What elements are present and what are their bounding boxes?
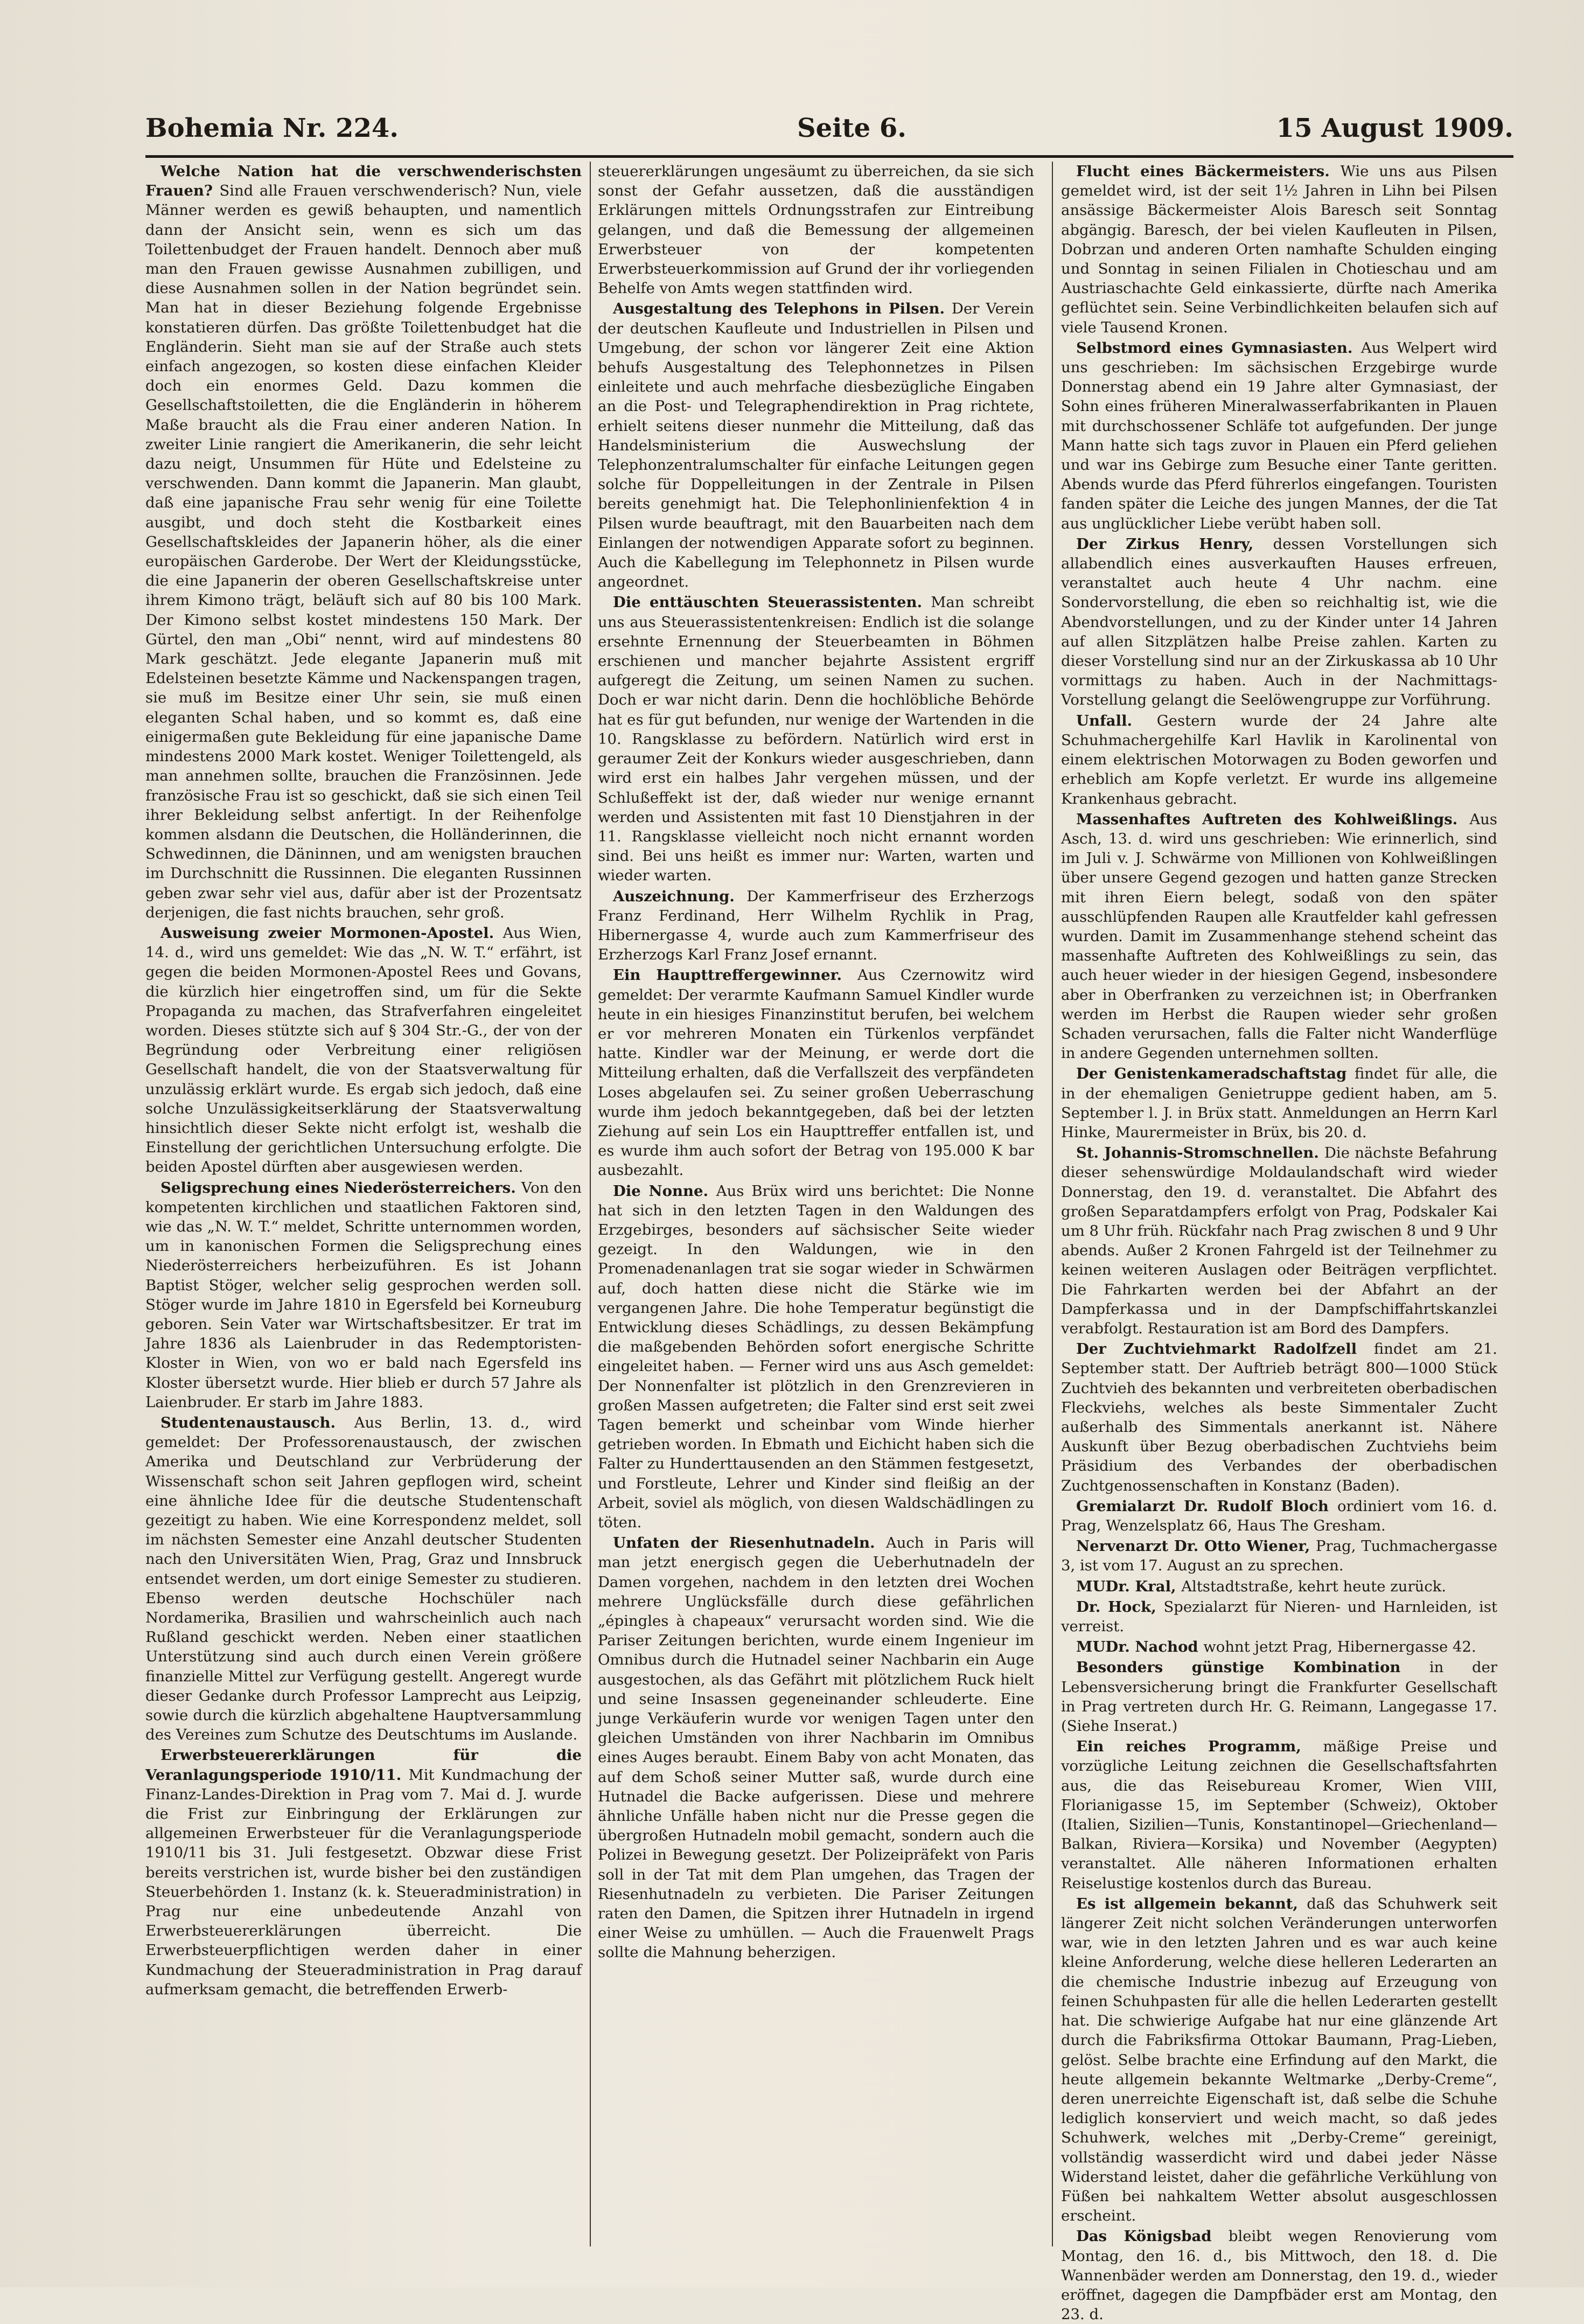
article-body: mäßige Preise und vorzügliche Leitung zeichnen die Gesellschaftsfahrten aus, die das Reisebureau Kromer, Wien VIII, Florianigasse 15, im September (Schweiz), Oktober (Italien, Sizilien—Tunis, Konstantinopel—Griechenland—Balkan, Riviera—Korsika) und November (Aegypten) veranstaltet. Alle näheren Informationen erhalten Reiselustige kostenlos durch das Bureau.: [1061, 1738, 1497, 1892]
column-1: [145, 162, 582, 2252]
article-headline: Massenhaftes Auftreten des Kohlweißlings.: [1076, 810, 1470, 828]
article-paragraph: [598, 1533, 1034, 1962]
article-headline: Das Königsbad: [1076, 2228, 1229, 2245]
article-paragraph: [598, 299, 1034, 592]
article-headline: St. Johannis-Stromschnellen.: [1076, 1144, 1324, 1162]
article-paragraph: [598, 965, 1034, 1180]
article-body: Aus Berlin, 13. d., wird gemeldet: Der Professorenaustausch, der zwischen Amerika und Deutschland zur Verbrüderung der Wissenschaft schon seit Jahren gepflogen wird, scheint eine ähnliche Idee für die deutsche Studentenschaft gezeitigt zu haben. Wie eine Korrespondenz meldet, soll im nächsten Semester eine Anzahl deutscher Studenten nach den Universitäten Wien, Prag, Graz und Innsbruck entsendet werden, um dort einige Semester zu studieren. Ebenso werden deutsche Hochschüler nach Nordamerika, Brasilien und wahrscheinlich auch nach Rußland geschickt werden. Neben einer staatlichen Unterstützung sind auch durch einen Verein größere finanzielle Mittel zur Verfügung gestellt. Angeregt wurde dieser Gedanke durch Professor Lamprecht aus Leipzig, sowie durch die kürzlich abgehaltene Hauptversammlung des Vereines zum Schutze des Deutschtums im Auslande.: [145, 1414, 582, 1744]
article-headline: Ein Haupttreffergewinner.: [613, 966, 858, 984]
article-body: Von den kompetenten kirchlichen und staatlichen Faktoren sind, wie das „N. W. T.“ meldet, Schritte unternommen worden, um in kanonischen Formen die Seligsprechung eines Niederösterreichers herbeizuführen. Es ist Johann Baptist Stöger, welcher selig gesprochen werden soll. Stöger wurde im Jahre 1810 in Egersfeld bei Korneuburg geboren. Sein Vater war Wirtschaftsbesitzer. Er trat im Jahre 1836 als Laienbruder in das Redemptoristen-Kloster in Wien, von wo er bald nach Egersfeld ins Kloster übersetzt wurde. Hier blieb er durch 57 Jahre als Laienbruder. Er starb im Jahre 1883.: [145, 1179, 582, 1411]
article-headline: Der Zuchtviehmarkt Radolfzell: [1076, 1340, 1374, 1358]
article-headline: Ausgestaltung des Telephons in Pilsen.: [613, 300, 952, 318]
article-paragraph: [1061, 534, 1497, 710]
article-paragraph: [1061, 1658, 1497, 1736]
article-body: dessen Vorstellungen sich allabendlich eines ausverkauften Hauses erfreuen, veranstaltet auch heute 4 Uhr nachm. eine Sondervorstellung, die eben so reichhaltig ist, wie die Abendvorstellungen, und zu der Kinder unter 14 Jahren auf allen Sitzplätzen halbe Preise zahlen. Karten zu dieser Vorstellung sind nur an der Zirkuskassa ab 10 Uhr vormittags zu haben. Auch in der Nachmittags-Vorstellung gelangt die Seelöwengruppe zur Vorführung.: [1061, 535, 1498, 709]
article-body: Prag, Tuchmachergasse 3, ist vom 17. August an zu sprechen.: [1061, 1537, 1497, 1575]
article-body: daß das Schuhwerk seit längerer Zeit nicht solchen Veränderungen unterworfen war, wie in den letzten Jahren und es war auch keine kleine Anforderung, welche diese helleren Lederarten an die chemische Industrie inbezug auf Erzeugung von feinen Schuhpasten für alle die hellen Lederarten gestellt hat. Die schwierige Aufgabe hat nur eine glänzende Art durch die Fabriksfirma Ottokar Baumann, Prag-Lieben, gelöst. Selbe brachte eine Erfindung auf den Markt, die heute allgemein bekannte Weltmarke „Derby-Creme“, deren unerreichte Eigenschaft ist, daß selbe die Schuhe lediglich konserviert und weich macht, so daß jedes Schuhwerk, welches mit „Derby-Creme“ gereinigt, vollständig wasserdicht wird und dabei jeder Nässe Widerstand leistet, daher die gefährliche Verkühlung von Füßen bei nahkaltem Wetter absolut ausgeschlossen erscheint.: [1061, 1895, 1497, 2225]
article-paragraph: [598, 593, 1034, 885]
article-paragraph: [598, 162, 1034, 298]
article-paragraph: [1061, 1143, 1497, 1338]
article-body: in der Lebensversicherung bringt die Frankfurter Gesellschaft in Prag vertreten durch Hr. G. Reimann, Langegasse 17. (Siehe Inserat.): [1061, 1659, 1497, 1735]
article-headline: MUDr. Kral,: [1076, 1577, 1182, 1595]
article-headline: Studentenaustausch.: [161, 1414, 354, 1431]
article-paragraph: [1061, 1577, 1497, 1596]
article-headline: MUDr. Nachod: [1076, 1638, 1204, 1656]
article-headline: Auszeichnung.: [613, 887, 747, 905]
article-body: wohnt jetzt Prag, Hibernergasse 42.: [1203, 1638, 1476, 1656]
article-body: Gestern wurde der 24 Jahre alte Schuhmachergehilfe Karl Havlik in Karolinental von einem elektrischen Motorwagen zu Boden geworfen und erheblich am Kopfe verletzt. Er wurde ins allgemeine Krankenhaus gebracht.: [1061, 712, 1497, 808]
header-page-number: Seite 6.: [797, 113, 906, 143]
article-headline: Der Genistenkameradschaftstag: [1076, 1065, 1355, 1083]
article-paragraph: [1061, 1497, 1497, 1535]
article-headline: Ausweisung zweier Mormonen-Apostel.: [161, 924, 503, 942]
article-paragraph: [145, 1413, 582, 1744]
article-headline: Unfall.: [1076, 712, 1157, 729]
article-body: Mit Kundmachung der Finanz-Landes-Direktion in Prag vom 7. Mai d. J. wurde die Frist zur Einbringung der Erklärungen zur allgemeinen Erwerbsteuer für die Veranlagungsperiode 1910/11 bis 31. Juli festgesetzt. Obzwar diese Frist bereits verstrichen ist, wurde bisher bei den zuständigen Steuerbehörden 1. Instanz (k. k. Steueradministration) in Prag nur eine unbedeutende Anzahl von Erwerbsteuererklärungen überreicht. Die Erwerbsteuerpflichtigen werden daher in einer Kundmachung der Steueradministration in Prag darauf aufmerksam gemacht, die betreffenden Erwerb-: [145, 1766, 582, 1998]
article-body: Man schreibt uns aus Steuerassistentenkreisen: Endlich ist die solange ersehnte Ernennung der Steuerbeamten in Böhmen erschienen und mancher bejahrte Assistent ergriff aufgeregt die Zeitung, um seinen Namen zu suchen. Doch er war nicht darin. Denn die hochlöbliche Behörde hat es für gut befunden, nur wenige der Wartenden in die 10. Rangsklasse zu befördern. Natürlich wird erst in geraumer Zeit der Konkurs wieder ausgeschrieben, dann wird erst ein halbes Jahr vergehen müssen, und der Schlußeffekt ist der, daß wieder nur wenige ernannt werden und Assistenten mit fast 10 Dienstjahren in der 11. Rangsklasse vielleicht noch nicht ernannt worden sind. Bei uns heißt es immer nur: Warten, warten und wieder warten.: [598, 594, 1035, 885]
article-paragraph: [1061, 1737, 1497, 1893]
article-body: Aus Wien, 14. d., wird uns gemeldet: Wie das „N. W. T.“ erfährt, ist gegen die beiden Mormonen-Apostel Rees und Govans, die kürzlich hier eingetroffen sind, um für die Sekte Propaganda zu machen, das Strafverfahren eingeleitet worden. Dieses stützte sich auf § 304 Str.-G., der von der Begründung oder Verbreitung einer religiösen Gesellschaft handelt, die von der Staatsverwaltung für unzulässig erklärt wurde. Es ergab sich jedoch, daß eine solche Unzulässigkeitserklärung der Staatsverwaltung hinsichtlich dieser Sekte nicht erfolgt ist, weshalb die Einstellung der gerichtlichen Untersuchung erfolgte. Die beiden Apostel dürften aber ausgewiesen werden.: [145, 924, 582, 1176]
column-divider: [1052, 162, 1053, 2246]
article-headline: Welche Nation hat die verschwenderischsten Frauen?: [145, 163, 582, 200]
article-body: Spezialarzt für Nieren- und Harnleiden, ist verreist.: [1061, 1598, 1498, 1636]
header-date: 15 August 1909.: [1276, 113, 1513, 143]
article-headline: Nervenarzt Dr. Otto Wiener,: [1076, 1537, 1316, 1555]
article-headline: Dr. Hock,: [1076, 1598, 1164, 1616]
article-body: ordiniert vom 16. d. Prag, Wenzelsplatz 66, Haus The Gresham.: [1061, 1497, 1497, 1535]
article-body: Altstadtstraße, kehrt heute zurück.: [1181, 1577, 1447, 1595]
article-paragraph: [1061, 338, 1497, 533]
article-paragraph: [1061, 1597, 1497, 1636]
column-divider: [590, 162, 591, 2246]
article-paragraph: [1061, 1894, 1497, 2225]
article-paragraph: [145, 1745, 582, 1999]
article-headline: Der Zirkus Henry,: [1076, 535, 1273, 553]
article-body: steuererklärungen ungesäumt zu überreichen, da sie sich sonst der Gefahr aussetzen, daß die ausständigen Erklärungen mittels Ordnungsstrafen zur Eintreibung gelangen, und daß die Bemessung der allgemeinen Erwerbsteuer von der kompetenten Erwerbsteuerkommission auf Grund der ihr vorliegenden Behelfe von Amts wegen stattfinden wird.: [598, 163, 1034, 297]
article-body: Der Kammerfriseur des Erzherzogs Franz Ferdinand, Herr Wilhelm Rychlik in Prag, Hibernergasse 4, wurde auch zum Kammerfriseur des Erzherzogs Karl Franz Josef ernannt.: [598, 887, 1034, 964]
column-2: [598, 162, 1034, 2252]
article-headline: Erwerbsteuererklärungen für die Veranlagungsperiode 1910/11.: [145, 1747, 582, 1784]
article-body: findet am 21. September statt. Der Auftrieb beträgt 800—1000 Stück Zuchtvieh des bekannten und verbreiteten oberbadischen Fleckviehs, welches als beste Simmentaler Zucht außerhalb des Simmentals anerkannt ist. Nähere Auskunft über Bezug oberbadischen Zuchtviehs beim Präsidium des Verbandes der oberbadischen Zuchtgenossenschaften in Konstanz (Baden).: [1061, 1340, 1497, 1494]
article-headline: Die Nonne.: [613, 1182, 716, 1200]
article-body: Sind alle Frauen verschwenderisch? Nun, viele Männer werden es gewiß behaupten, und namentlich dann der Ansicht sein, wenn es sich um das Toilettenbudget der Frauen handelt. Dennoch aber muß man den Frauen gewisse Ausnahmen zubilligen, und diese Ausnahmen sollen in der Nation begründet sein. Man hat in dieser Beziehung folgende Ergebnisse konstatieren dürfen. Das größte Toilettenbudget hat die Engländerin. Sieht man sie auf der Straße auch stets einfach angezogen, so kosten diese einfachen Kleider doch ein enormes Geld. Dazu kommen die Gesellschaftstoiletten, die die Engländerin in höherem Maße braucht als die Frau einer anderen Nation. In zweiter Linie rangiert die Amerikanerin, die sehr leicht dazu neigt, Unsummen für Hüte und Edelsteine zu verschwenden. Dann kommt die Japanerin. Man glaubt, daß eine japanische Frau sehr wenig für eine Toilette ausgibt, und doch steht die Kostbarkeit eines Gesellschaftskleides der Japanerin höher, als die einer europäischen Garderobe. Der Wert der Kleidungsstücke, die eine Japanerin der oberen Gesellschaftskreise unter ihrem Kimono trägt, beläuft sich auf 80 bis 100 Mark. Der Kimono selbst kostet mindestens 150 Mark. Der Gürtel, den man „Obi“ nennt, wird auf mindestens 80 Mark geschätzt. Jede elegante Japanerin muß mit Edelsteinen besetzte Kämme und Nackenspangen tragen, sie muß im Besitze einer Uhr sein, sie muß einen eleganten Schal haben, und so kommt es, daß eine einigermaßen gute Bekleidung für eine japanische Dame mindestens 2000 Mark kostet. Weniger Toilettengeld, als man annehmen sollte, brauchen die Französinnen. Jede französische Frau ist so geschickt, daß sie sich einen Teil ihrer Bekleidung selbst anfertigt. In der Reihenfolge kommen alsdann die Deutschen, die Holländerinnen, die Schwedinnen, die Däninnen, und am wenigsten brauchen im Durchschnitt die Russinnen. Die eleganten Russinnen geben zwar sehr viel aus, dafür aber ist der Prozentsatz derjenigen, die fast nichts brauchen, sehr groß.: [145, 182, 582, 921]
article-paragraph: [145, 162, 582, 922]
article-headline: Unfaten der Riesenhutnadeln.: [613, 1534, 886, 1552]
article-headline: Es ist allgemein bekannt,: [1076, 1895, 1307, 1912]
article-body: findet für alle, die in der ehemaligen Genietruppe gedient haben, am 5. September l. J. in Brüx statt. Anmeldungen an Herrn Karl Hinke, Maurermeister in Brüx, bis 20. d.: [1061, 1065, 1497, 1141]
article-paragraph: [1061, 1064, 1497, 1142]
article-paragraph: [1061, 2226, 1497, 2324]
article-paragraph: [1061, 810, 1497, 1063]
article-headline: Seligsprechung eines Niederösterreichers.: [161, 1179, 521, 1196]
header-title: Bohemia Nr. 224.: [145, 113, 399, 143]
article-headline: Die enttäuschten Steuerassistenten.: [613, 594, 931, 611]
article-paragraph: [598, 887, 1034, 965]
article-paragraph: [1061, 1536, 1497, 1575]
article-paragraph: [145, 1178, 582, 1412]
article-headline: Gremialarzt Dr. Rudolf Bloch: [1076, 1497, 1337, 1515]
article-body: Aus Czernowitz wird gemeldet: Der verarmte Kaufmann Samuel Kindler wurde heute in ein hiesiges Finanzinstitut berufen, bei welchem er vor mehreren Monaten ein Türkenlos verpfändet hatte. Kindler war der Meinung, er werde dort die Mitteilung erhalten, daß die Verfallszeit des verpfändeten Loses abgelaufen sei. Zu seiner großen Ueberraschung wurde ihm jedoch bekanntgegeben, daß bei der letzten Ziehung auf sein Los ein Haupttreffer entfallen ist, und es wurde ihm auch sofort der Betrag von 195.000 K bar ausbezahlt.: [598, 966, 1035, 1179]
article-body: bleibt wegen Renovierung vom Montag, den 16. d., bis Mittwoch, den 18. d. Die Wannenbäder werden am Donnerstag, den 19. d., wieder eröffnet, dagegen die Dampfbäder erst am Montag, den 23. d.: [1061, 2228, 1497, 2323]
article-paragraph: [1061, 162, 1497, 337]
article-paragraph: [598, 1181, 1034, 1533]
article-headline: Besonders günstige Kombination: [1076, 1659, 1429, 1676]
article-body: Aus Welpert wird uns geschrieben: Im sächsischen Erzgebirge wurde Donnerstag abend ein 19 Jahre alter Gymnasiast, der Sohn eines früheren Mineralwasserfabrikanten in Plauen mit durchschossener Schläfe tot aufgefunden. Der junge Mann hatte sich tags zuvor in Plauen ein Pferd geliehen und war ins Gebirge zum Besuche einer Tante geritten. Abends wurde das Pferd führerlos eingefangen. Touristen fanden später die Leiche des jungen Mannes, der die Tat aus unglücklicher Liebe verübt haben soll.: [1061, 339, 1497, 532]
article-paragraph: [1061, 1637, 1497, 1657]
article-body: Wie uns aus Pilsen gemeldet wird, ist der seit 1½ Jahren in Lihn bei Pilsen ansässige Bäckermeister Alois Baresch seit Sonntag abgängig. Baresch, der bei vielen Kaufleuten in Pilsen, Dobrzan und anderen Orten namhafte Schulden einging und Sonntag in seinen Filialen in Chotieschau und am Austriaschachte Geld einkassierte, dürfte nach Amerika geflüchtet sein. Seine Verbindlichkeiten belaufen sich auf viele Tausend Kronen.: [1061, 163, 1497, 336]
article-headline: Ein reiches Programm,: [1076, 1738, 1323, 1756]
article-paragraph: [1061, 1339, 1497, 1495]
article-body: Aus Brüx wird uns berichtet: Die Nonne hat sich in den letzten Tagen in den Waldungen des Erzgebirges, besonders auf sächsischer Seite wieder gezeigt. In den Waldungen, wie in den Promenadenanlagen trat sie sogar wieder in Schwärmen auf, doch hatten diese nicht die Stärke wie im vergangenen Jahre. Die hohe Temperatur begünstigt die Entwicklung dieses Schädlings, zu dessen Bekämpfung die maßgebenden Behörden sofort energische Schritte eingeleitet haben. — Ferner wird uns aus Asch gemeldet: Der Nonnenfalter ist plötzlich in den Grenzrevieren in großen Massen aufgetreten; die Falter sind erst seit zwei Tagen bemerkt und scheinbar vom Winde hierher getrieben worden. In Ebmath und Eichicht haben sich die Falter zu Hunderttausenden an den Stämmen festgesetzt, und Forstleute, Lehrer und Kinder sind fleißig an der Arbeit, soviel als möglich, von diesen Waldschädlingen zu töten.: [598, 1182, 1034, 1532]
article-body: Die nächste Befahrung dieser sehenswürdige Moldaulandschaft wird wieder Donnerstag, den 19. d. veranstaltet. Die Abfahrt des großen Separatdampfers erfolgt von Prag, Podskaler Kai um 8 Uhr früh. Rückfahr nach Prag zwischen 8 und 9 Uhr abends. Außer 2 Kronen Fahrgeld ist der Teilnehmer zu keinen weiteren Auslagen oder Beiträgen verpflichtet. Die Fahrkarten werden bei der Abfahrt an der Dampferkassa und in der Dampfschiffahrtskanzlei verabfolgt. Restauration ist am Bord des Dampfers.: [1061, 1144, 1497, 1337]
article-paragraph: [1061, 711, 1497, 809]
article-headline: Selbstmord eines Gymnasiasten.: [1076, 339, 1361, 357]
article-paragraph: [145, 923, 582, 1177]
column-3: [1061, 162, 1498, 2323]
article-headline: Flucht eines Bäckermeisters.: [1076, 163, 1341, 180]
article-body: Aus Asch, 13. d. wird uns geschrieben: Wie erinnerlich, sind im Juli v. J. Schwärme von Millionen von Kohlweißlingen über unsere Gegend gezogen und hatten ganze Strecken mit ihren Eiern belegt, sodaß von den später ausschlüpfenden Raupen alle Krautfelder kahl gefressen wurden. Damit im Zusammenhange stehend scheint das massenhafte Auftreten des Kohlweißlings zu sein, das auch heuer wieder in der hiesigen Gegend, insbesondere aber in Oberfranken zu verzeichnen ist; in Oberfranken werden im Herbst die Raupen wieder sehr großen Schaden verursachen, falls die Falter nicht Wanderflüge in andere Gegenden unternehmen sollten.: [1061, 810, 1497, 1062]
header-rule: [145, 155, 1513, 158]
article-body: Auch in Paris will man jetzt energisch gegen die Ueberhutnadeln der Damen vorgehen, nachdem in den letzten drei Wochen mehrere Unglücksfälle durch diese gefährlichen „épingles à chapeaux“ verursacht worden sind. Wie die Pariser Zeitungen berichten, wurde einem Ingenieur im Omnibus durch die Hutnadel seiner Nachbarin ein Auge ausgestochen, als das Gefährt mit plötzlichem Ruck hielt und seine Insassen gegeneinander schleuderte. Eine junge Verkäuferin wurde vor wenigen Tagen unter den gleichen Umständen von ihrer Nachbarin im Omnibus eines Auges beraubt. Einem Baby von acht Monaten, das auf dem Schoß seiner Mutter saß, wurde durch eine Hutnadel die Backe aufgerissen. Diese und mehrere ähnliche Unfälle haben nicht nur die Presse gegen die übergroßen Hutnadeln mobil gemacht, sondern auch die Polizei in Bewegung gesetzt. Der Polizeipräfekt von Paris soll in der Tat mit dem Plan umgehen, das Tragen der Riesenhutnadeln zu verbieten. Die Pariser Zeitungen raten den Damen, die Spitzen ihrer Hutnadeln in irgend einer Weise zu umhüllen. — Auch die Frauenwelt Prags sollte die Mahnung beherzigen.: [598, 1534, 1035, 1961]
page-header: [145, 108, 1513, 151]
article-body: Der Verein der deutschen Kaufleute und Industriellen in Pilsen und Umgebung, der schon vor längerer Zeit eine Aktion behufs Ausgestaltung des Telephonnetzes in Pilsen einleitete und auch mehrfache diesbezügliche Eingaben an die Post- und Telegraphendirektion in Prag richtete, erhielt seitens dieser nunmehr die Mitteilung, daß das Handelsministerium die Auswechslung der Telephonzentralumschalter für einfache Leitungen gegen solche für Doppelleitungen in der Zentrale in Pilsen bereits genehmigt hat. Die Telephonlinienfektion 4 in Pilsen wurde beauftragt, mit den Bauarbeiten nach dem Einlangen der notwendigen Apparate sofort zu beginnen. Auch die Kabellegung im Telephonnetz in Pilsen wurde angeordnet.: [598, 300, 1034, 591]
